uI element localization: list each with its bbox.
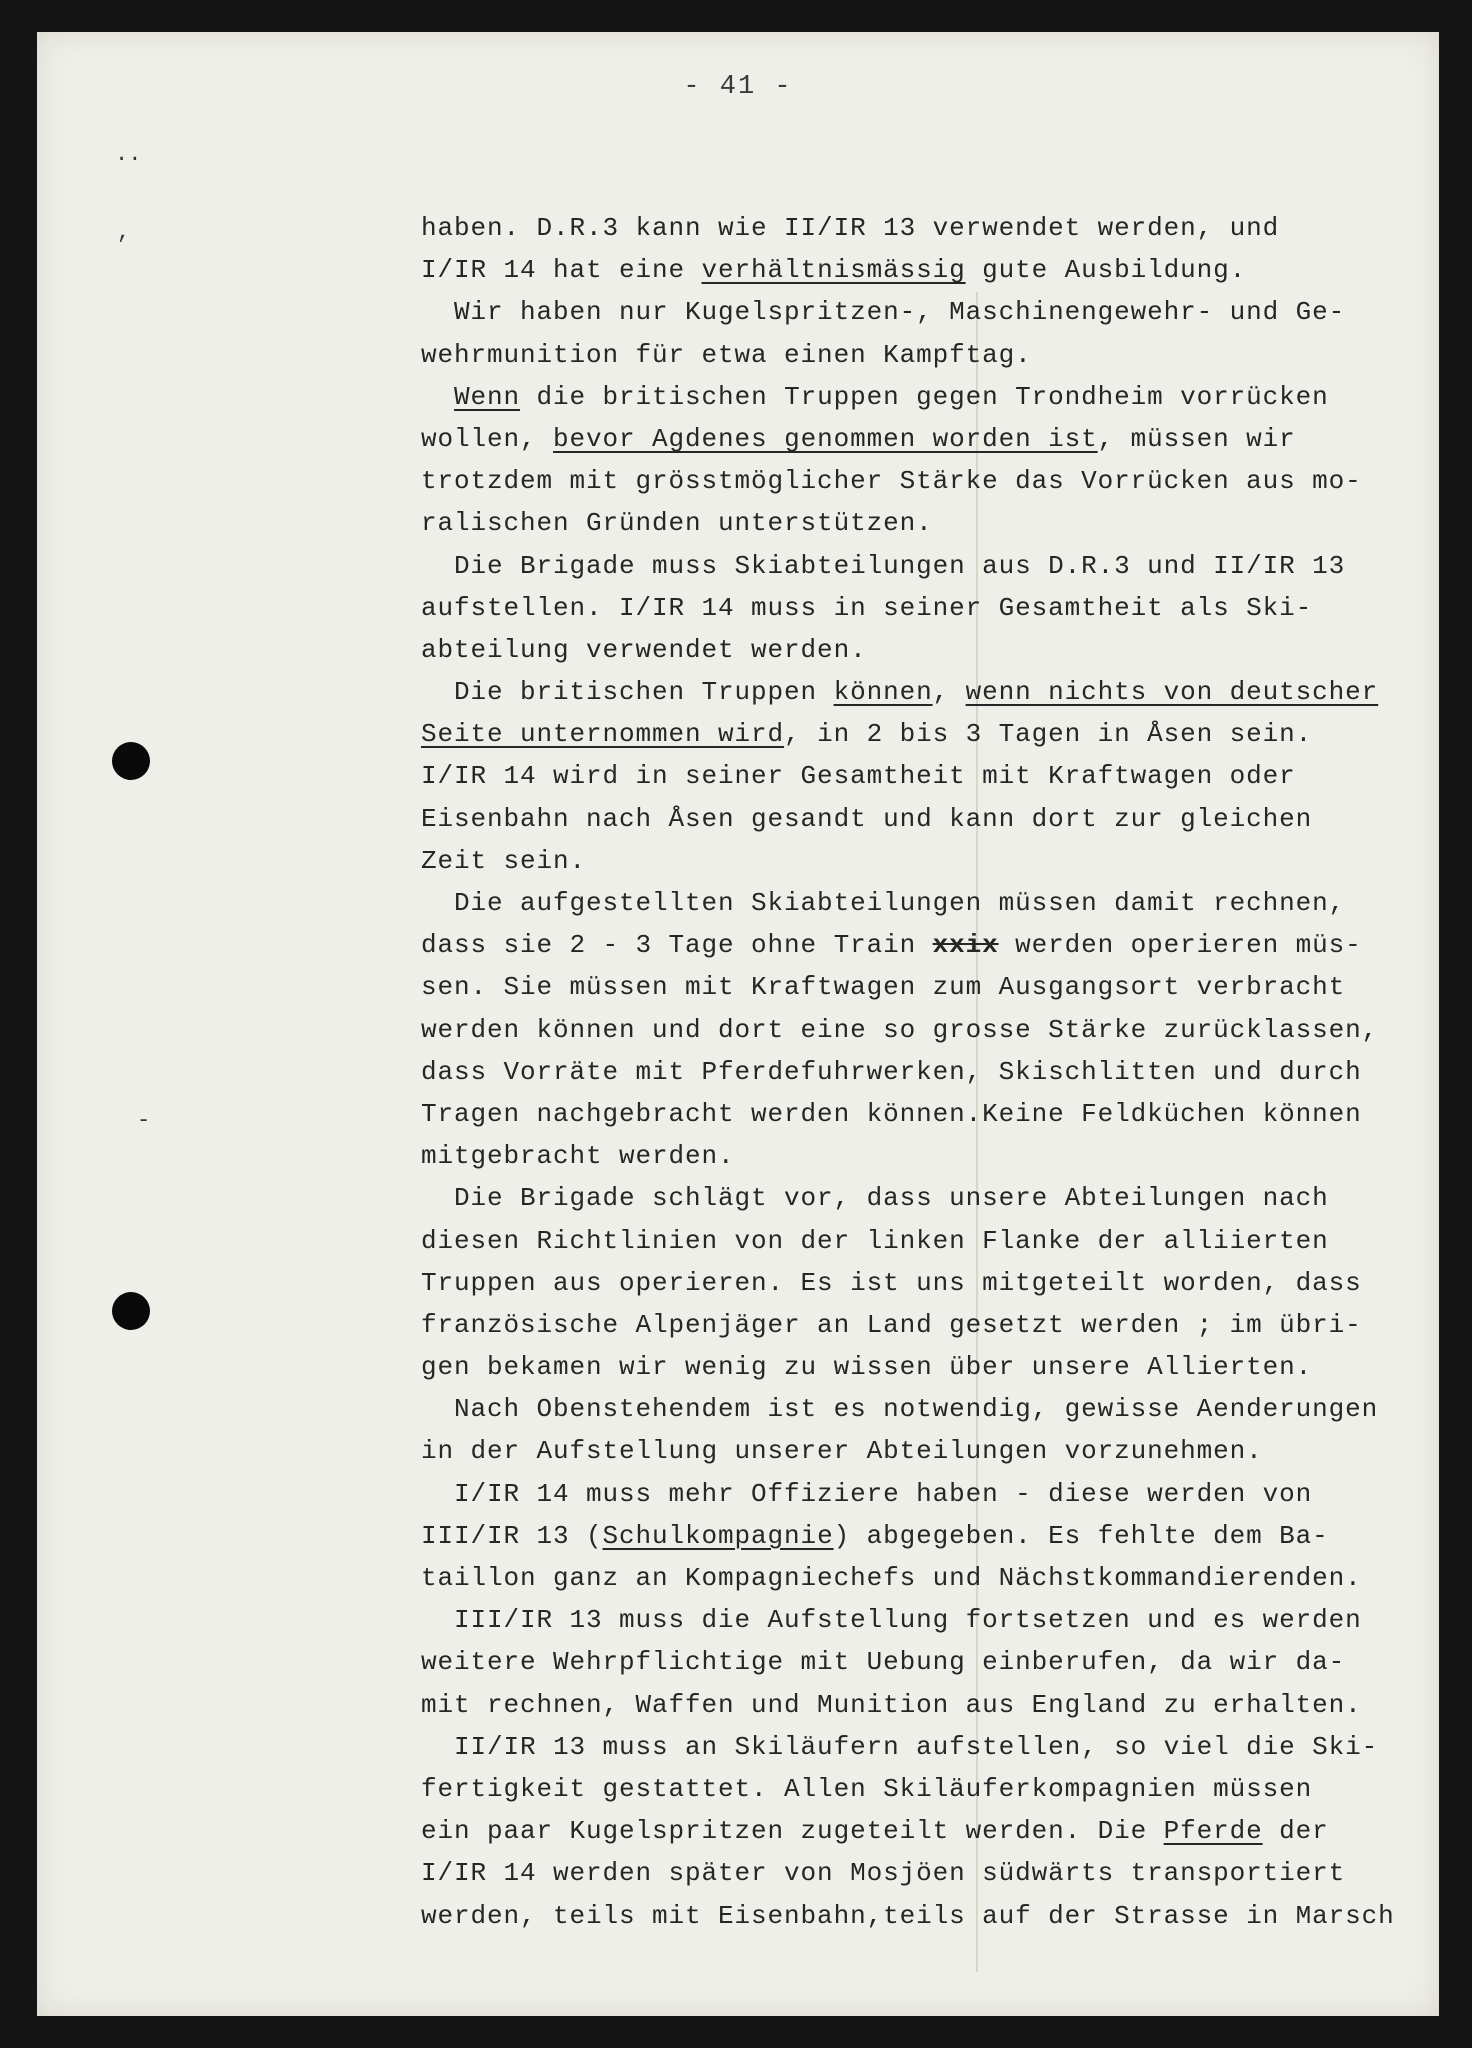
struck-out-text: xxix: [932, 930, 999, 961]
text-line: mitgebracht werden.: [421, 1141, 735, 1172]
page-number: - 41 -: [683, 72, 793, 102]
text-line: aufstellen. I/IR 14 muss in seiner Gesamtheit als Ski-: [421, 592, 1313, 623]
margin-mark: -: [137, 1108, 151, 1133]
text-line: abteilung verwendet werden.: [421, 634, 867, 665]
text-line: Truppen aus operieren. Es ist uns mitgeteilt worden, dass: [421, 1267, 1362, 1298]
text-line: werden, teils mit Eisenbahn,teils auf der Strasse in Marsch: [421, 1900, 1395, 1931]
text-line: III/IR 13 (Schulkompagnie) abgegeben. Es fehlte dem Ba-: [421, 1520, 1329, 1551]
text-line: Tragen nachgebracht werden können.Keine Feldküchen können: [421, 1098, 1362, 1129]
text-line: Wir haben nur Kugelspritzen-, Maschinengewehr- und Ge-: [421, 297, 1346, 328]
text-line: I/IR 14 hat eine verhältnismässig gute Ausbildung.: [421, 255, 1247, 286]
text-line: französische Alpenjäger an Land gesetzt werden ; im übri-: [421, 1309, 1362, 1340]
text-line: ein paar Kugelspritzen zugeteilt werden. Die Pferde der: [421, 1816, 1329, 1847]
text-line: weitere Wehrpflichtige mit Uebung einberufen, da wir da-: [421, 1647, 1346, 1678]
underlined-phrase: Seite unternommen wird: [421, 719, 785, 750]
text-line: in der Aufstellung unserer Abteilungen vorzunehmen.: [421, 1436, 1263, 1467]
margin-mark: ,: [117, 220, 131, 245]
text-line: taillon ganz an Kompagniechefs und Nächstkommandierenden.: [421, 1563, 1362, 1593]
text-line: III/IR 13 muss die Aufstellung fortsetzen und es werden: [421, 1605, 1362, 1636]
text-line: mit rechnen, Waffen und Munition aus England zu erhalten.: [421, 1689, 1362, 1720]
document-page: [37, 32, 1439, 2016]
text-line: wollen, bevor Agdenes genommen worden ist, müssen wir: [421, 423, 1296, 454]
text-line: fertigkeit gestattet. Allen Skiläuferkompagnien müssen: [421, 1773, 1313, 1804]
punch-hole: [112, 742, 150, 780]
text-line: Seite unternommen wird, in 2 bis 3 Tagen in Åsen sein.: [421, 719, 1313, 750]
body-text: [421, 207, 1471, 1937]
text-line: werden können und dort eine so grosse Stärke zurücklassen,: [421, 1014, 1379, 1045]
underlined-phrase: Schulkompagnie: [602, 1520, 834, 1551]
margin-mark: ..: [115, 142, 142, 167]
text-line: Wenn die britischen Truppen gegen Trondheim vorrücken: [454, 381, 1329, 412]
underlined-phrase: können: [833, 677, 933, 708]
text-line: diesen Richtlinien von der linken Flanke der alliierten: [421, 1225, 1329, 1256]
text-line: Die aufgestellten Skiabteilungen müssen damit rechnen,: [421, 888, 1346, 918]
underlined-phrase: bevor Agdenes genommen worden ist: [553, 423, 1098, 454]
punch-hole: [112, 1292, 150, 1330]
text-line: Die Brigade schlägt vor, dass unsere Abteilungen nach: [421, 1183, 1329, 1214]
text-line: II/IR 13 muss an Skiläufern aufstellen, so viel die Ski-: [421, 1731, 1379, 1762]
underlined-phrase: wenn nichts von deutscher: [965, 677, 1379, 708]
underlined-phrase: verhältnismässig: [701, 255, 966, 286]
text-line: Zeit sein.: [421, 845, 587, 876]
text-line: I/IR 14 werden später von Mosjöen südwärts transportiert: [421, 1858, 1346, 1889]
underlined-phrase: Wenn: [454, 381, 521, 412]
text-line: Nach Obenstehendem ist es notwendig, gewisse Aenderungen: [421, 1394, 1379, 1425]
text-line: Die britischen Truppen können, wenn nichts von deutscher: [421, 677, 1379, 708]
text-line: dass sie 2 - 3 Tage ohne Train xxix werden operieren müs-: [421, 930, 1362, 961]
text-line: ralischen Gründen unterstützen.: [421, 508, 933, 539]
text-line: wehrmunition für etwa einen Kampftag.: [421, 339, 1032, 370]
text-line: gen bekamen wir wenig zu wissen über unsere Allierten.: [421, 1352, 1313, 1383]
text-line: I/IR 14 muss mehr Offiziere haben - diese werden von: [421, 1478, 1313, 1509]
text-line: trotzdem mit grösstmöglicher Stärke das Vorrücken aus mo-: [421, 466, 1362, 497]
text-line: dass Vorräte mit Pferdefuhrwerken, Skischlitten und durch: [421, 1056, 1362, 1087]
text-line: I/IR 14 wird in seiner Gesamtheit mit Kraftwagen oder: [421, 761, 1296, 792]
text-line: haben. D.R.3 kann wie II/IR 13 verwendet werden, und: [421, 213, 1280, 243]
underlined-phrase: Pferde: [1163, 1816, 1263, 1847]
text-line: Eisenbahn nach Åsen gesandt und kann dort zur gleichen: [421, 803, 1313, 834]
text-line: Die Brigade muss Skiabteilungen aus D.R.3 und II/IR 13: [421, 550, 1346, 581]
text-line: sen. Sie müssen mit Kraftwagen zum Ausgangsort verbracht: [421, 972, 1346, 1003]
